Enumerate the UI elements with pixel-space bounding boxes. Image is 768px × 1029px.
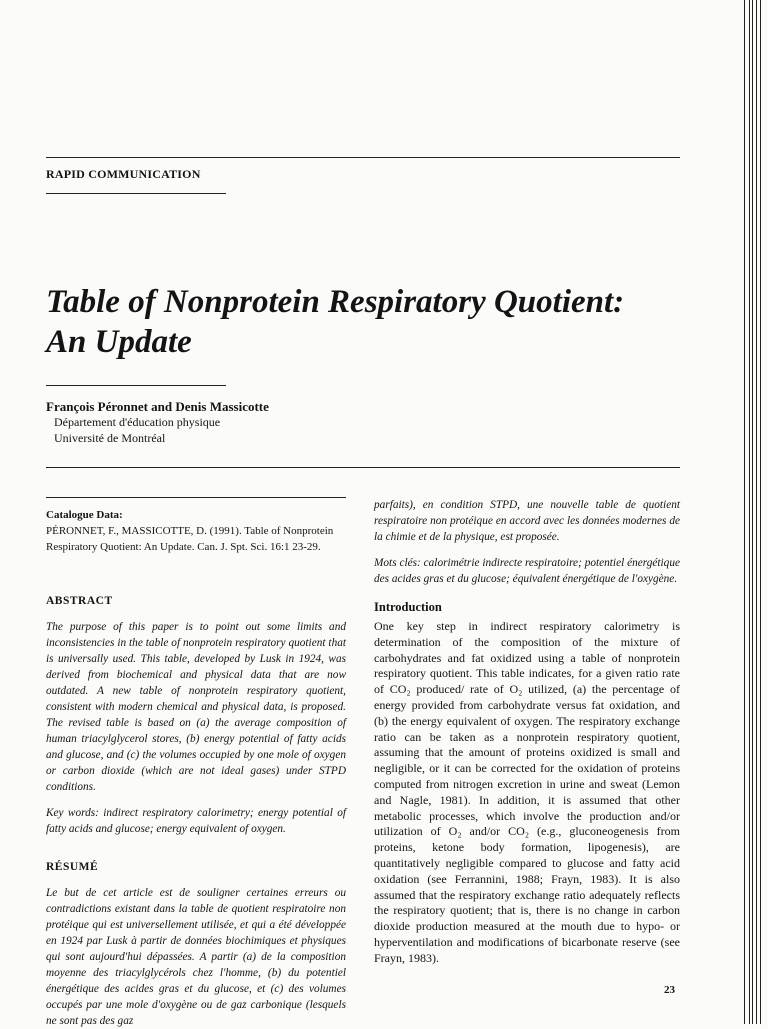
page-edge-line [749, 0, 750, 1024]
catalogue-rule [46, 497, 346, 498]
title-line-1: Table of Nonprotein Respiratory Quotient: [46, 284, 625, 320]
section-label: RAPID COMMUNICATION [46, 167, 201, 181]
abstract-text: The purpose of this paper is to point out some limits and inconsistencies in the table of nonprotein respiratory quotient that is universally used. This table, developed by Lusk in 1924, was derived from biochemical and physical data that are now outdated. A new table of nonprotein respiratory quotient, consistent with modern chemical and physical data, is proposed. The revised table is based on (a) the average composition of human triacylglycerol stores, (b) energy potential of fatty acids and glucose, and (c) the volumes occupied by one mole of oxygen or carbon dioxide (which are not ideal gases) under STPD conditions. [46, 621, 346, 793]
page-edge-line [744, 0, 745, 1024]
abstract-keywords: Key words: indirect respiratory calorimetry; energy potential of fatty acids and glucose; energy equivalent of oxygen. [46, 807, 346, 835]
page-number: 23 [664, 984, 675, 996]
affiliation-department: Département d'éducation physique [54, 415, 221, 429]
authors: François Péronnet and Denis Massicotte [46, 399, 269, 414]
catalogue-label: Catalogue Data: [46, 509, 123, 521]
left-column [46, 507, 346, 1029]
title-rule [46, 385, 226, 386]
page-edge-line [760, 0, 761, 1024]
page-edge-line [756, 0, 757, 1024]
right-column [374, 497, 680, 967]
article-title [46, 282, 706, 362]
abstract-heading: ABSTRACT [46, 595, 113, 607]
resume-heading: RÉSUMÉ [46, 861, 99, 873]
affiliation-university: Université de Montréal [54, 431, 166, 445]
page-edge-line [752, 0, 753, 1024]
header-bottom-rule [46, 467, 680, 468]
resume-text: Le but de cet article est de souligner certaines erreurs ou contradictions existant dans la table de quotient respiratoire non protéique qui est universellement utilisée, et qui a été développée en 1924 par Lusk à partir de données biochimiques et physiques qui sont aujourd'hui dépassées. A partir (a) de la composition moyenne des triacylglycérols chez l'homme, (b) du potentiel énergétique des acides gras et du glucose, et (c) des volumes occupés par une mole d'oxygène ou de gaz carbonique (lesquels ne sont pas des gaz [46, 887, 346, 1027]
title-line-2: An Update [46, 324, 192, 360]
introduction-heading: Introduction [374, 600, 442, 614]
top-rule [46, 157, 680, 158]
section-rule [46, 193, 226, 194]
introduction-text: One key step in indirect respiratory calorimetry is determination of the composition of the mixture of carbohydrates and fat oxidized using a table of nonprotein respiratory quotient. This table indicates, for a given ratio rate of CO₂ produced/ rate of O₂ utilized, (a) the percentage of energy provided from carbohydrate versus fat oxidation, and (b) the energy equivalent of oxygen. The respiratory exchange ratio can be taken as a nonprotein respiratory quotient, assuming that the amount of proteins oxidized is small and negligible, or it can be corrected for the oxidation of proteins computed from nitrogen excretion in urine and sweat (Lemon and Nagle, 1981). In addition, it is assumed that other metabolic processes, which involve the production and/or utilization of O₂ and/or CO₂ (e.g., gluconeogenesis from proteins, ketone body formation, lipogenesis), are quantitatively negligible compared to glucose and fatty acid oxidation (see Ferrannini, 1988; Frayn, 1983). It is also assumed that the respiratory exchange ratio adequately reflects the respiratory quotient; that is, there is no change in carbon dioxide production measured at the mouth due to hypo- or hyperventilation and modifications of bicarbonate reserve (see Frayn, 1983). [374, 619, 680, 965]
resume-keywords: Mots clés: calorimétrie indirecte respiratoire; potentiel énergétique des acides gras et du glucose; équivalent énergétique de l'oxygène. [374, 557, 680, 585]
catalogue-citation-line-1: PÉRONNET, F., MASSICOTTE, D. (1991). Table of Nonprotein [46, 525, 334, 537]
catalogue-citation-line-2: Respiratory Quotient: An Update. Can. J. Spt. Sci. 16:1 23-29. [46, 541, 321, 553]
resume-continuation: parfaits), en condition STPD, une nouvelle table de quotient respiratoire non protéique en accord avec les données modernes de la chimie et de la physique, est proposée. [374, 499, 680, 543]
